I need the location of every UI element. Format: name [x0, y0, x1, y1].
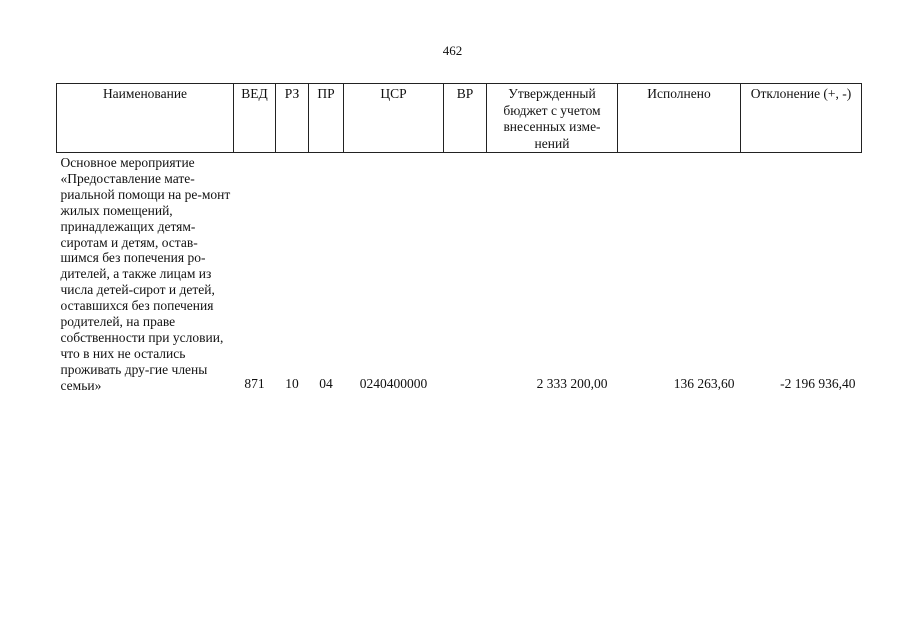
- table-row: [57, 153, 862, 394]
- row-pr: 04: [319, 376, 333, 392]
- table-header-row: [57, 84, 862, 153]
- budget-execution-table: [56, 83, 862, 394]
- header-deviation: Отклонение (+, -): [741, 84, 862, 153]
- row-ved: 871: [244, 376, 265, 392]
- header-ved: ВЕД: [234, 84, 276, 153]
- header-vr: ВР: [444, 84, 487, 153]
- row-vr: [444, 153, 487, 394]
- header-pr: ПР: [309, 84, 344, 153]
- header-executed: Исполнено: [618, 84, 741, 153]
- header-csr: ЦСР: [344, 84, 444, 153]
- row-name: Основное мероприятие «Предоставление мате-риальной помощи на ре-монт жилых помещений, принадлежащих детям-сиротам и детям, остав-шимся без попечения ро-дителей, а также лицам из числа детей-сирот и детей, оставшихся без попечения родителей, на праве собственности при условии, что в них не остались проживать дру-гие члены семьи»: [60, 155, 231, 393]
- page-number: 462: [442, 43, 463, 58]
- row-deviation: -2 196 936,40: [780, 376, 856, 392]
- row-budget: 2 333 200,00: [536, 376, 608, 392]
- header-rz: РЗ: [276, 84, 309, 153]
- row-executed: 136 263,60: [673, 376, 735, 392]
- row-rz: 10: [285, 376, 299, 392]
- header-name: Наименование: [57, 84, 234, 153]
- header-budget: Утвержденный бюджет с учетом внесенных изме-нений: [487, 84, 618, 153]
- row-csr: 0240400000: [359, 376, 428, 392]
